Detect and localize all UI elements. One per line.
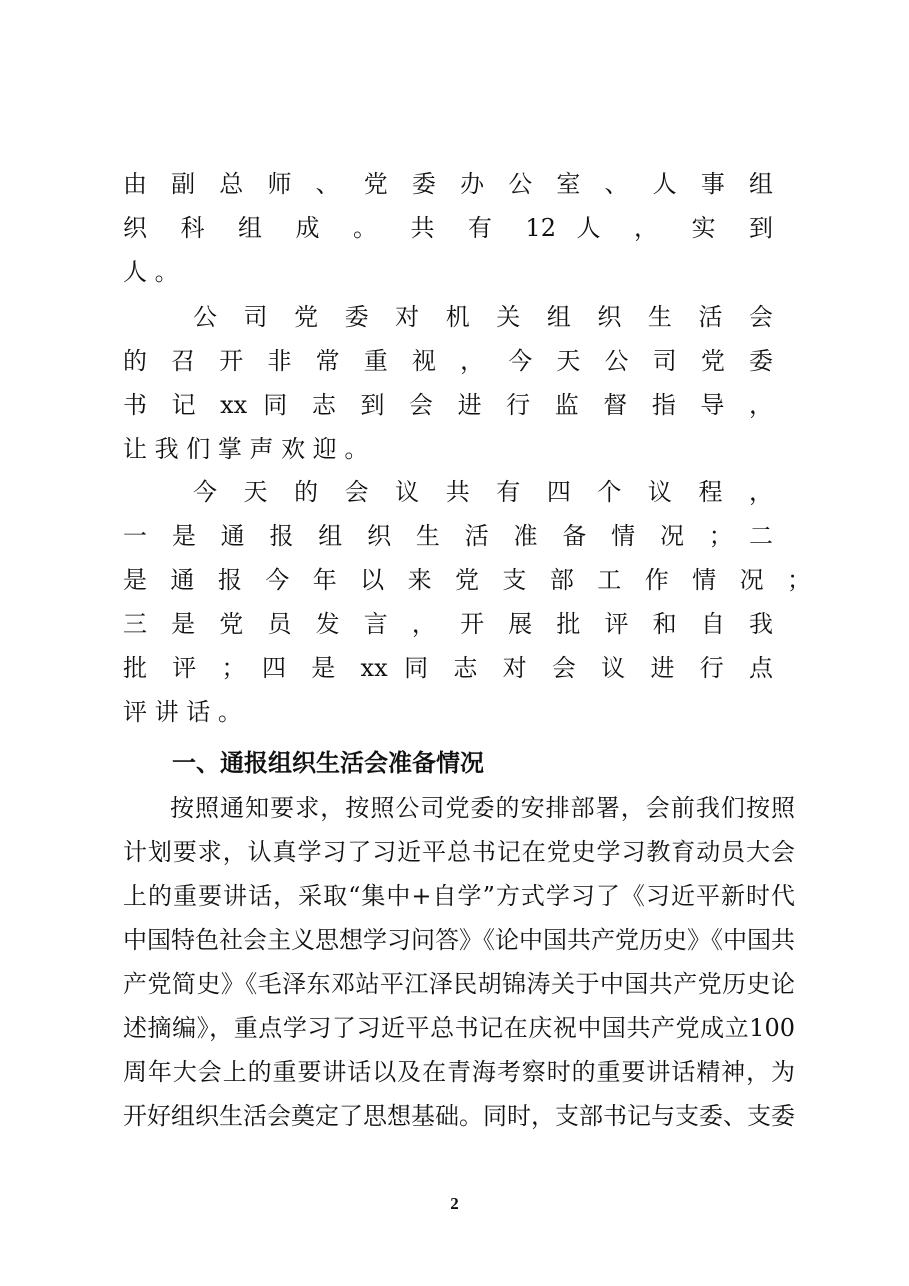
page-number: 2 (450, 1194, 459, 1213)
paragraph-line: 评 讲 话 。 (123, 698, 242, 726)
paragraph-line: 今 天 的 会 议 共 有 四 个 议 程 ， (193, 478, 773, 506)
paragraph-line: 三 是 党 员 发 言 ， 开 展 批 评 和 自 我 (123, 610, 773, 638)
paragraph-line: 周年大会上的重要讲话以及在青海考察时的重要讲话精神，为 (123, 1058, 795, 1086)
paragraph-line: 产党简史》《毛泽东邓站平江泽民胡锦涛关于中国共产党历史论 (123, 970, 795, 998)
paragraph-line: 上的重要讲话，采取“集中+自学”方式学习了《习近平新时代 (123, 882, 795, 910)
paragraph-line: 按照通知要求，按照公司党委的安排部署，会前我们按照 (170, 794, 795, 822)
supervision-paragraph (123, 295, 773, 471)
paragraph-line: 的 召 开 非 常 重 视 ， 今 天 公 司 党 委 (123, 347, 773, 375)
agenda-paragraph (123, 470, 811, 734)
body-paragraph (123, 786, 795, 1138)
paragraph-line: 述摘编》，重点学习了习近平总书记在庆祝中国共产党成立100 (123, 1014, 795, 1042)
paragraph-line: 批 评 ； 四 是 xx 同 志 对 会 议 进 行 点 (123, 654, 773, 682)
paragraph-line: 开好组织生活会奠定了思想基础。同时，支部书记与支委、支委 (123, 1102, 795, 1130)
paragraph-line: 一 是 通 报 组 织 生 活 准 备 情 况 ； 二 (123, 522, 773, 550)
paragraph-line: 书 记 xx 同 志 到 会 进 行 监 督 指 导 ， (123, 391, 773, 419)
paragraph-line: 公 司 党 委 对 机 关 组 织 生 活 会 (193, 303, 773, 331)
paragraph-line: 让 我 们 掌 声 欢 迎 。 (123, 435, 369, 463)
paragraph-line: 计划要求，认真学习了习近平总书记在党史学习教育动员大会 (123, 838, 795, 866)
intro-paragraph (123, 162, 773, 294)
paragraph-line: 是 通 报 今 年 以 来 党 支 部 工 作 情 况 ； (123, 566, 811, 594)
paragraph-line: 中国特色社会主义思想学习问答》《论中国共产党历史》《中国共 (123, 926, 795, 954)
paragraph-line: 织 科 组 成 。 共 有 12 人 ， 实 到 (123, 214, 773, 242)
section-heading: 一、通报组织生活会准备情况 (172, 749, 484, 777)
paragraph-line: 人 。 (123, 258, 179, 286)
paragraph-line: 由 副 总 师 、 党 委 办 公 室 、 人 事 组 (123, 170, 773, 198)
